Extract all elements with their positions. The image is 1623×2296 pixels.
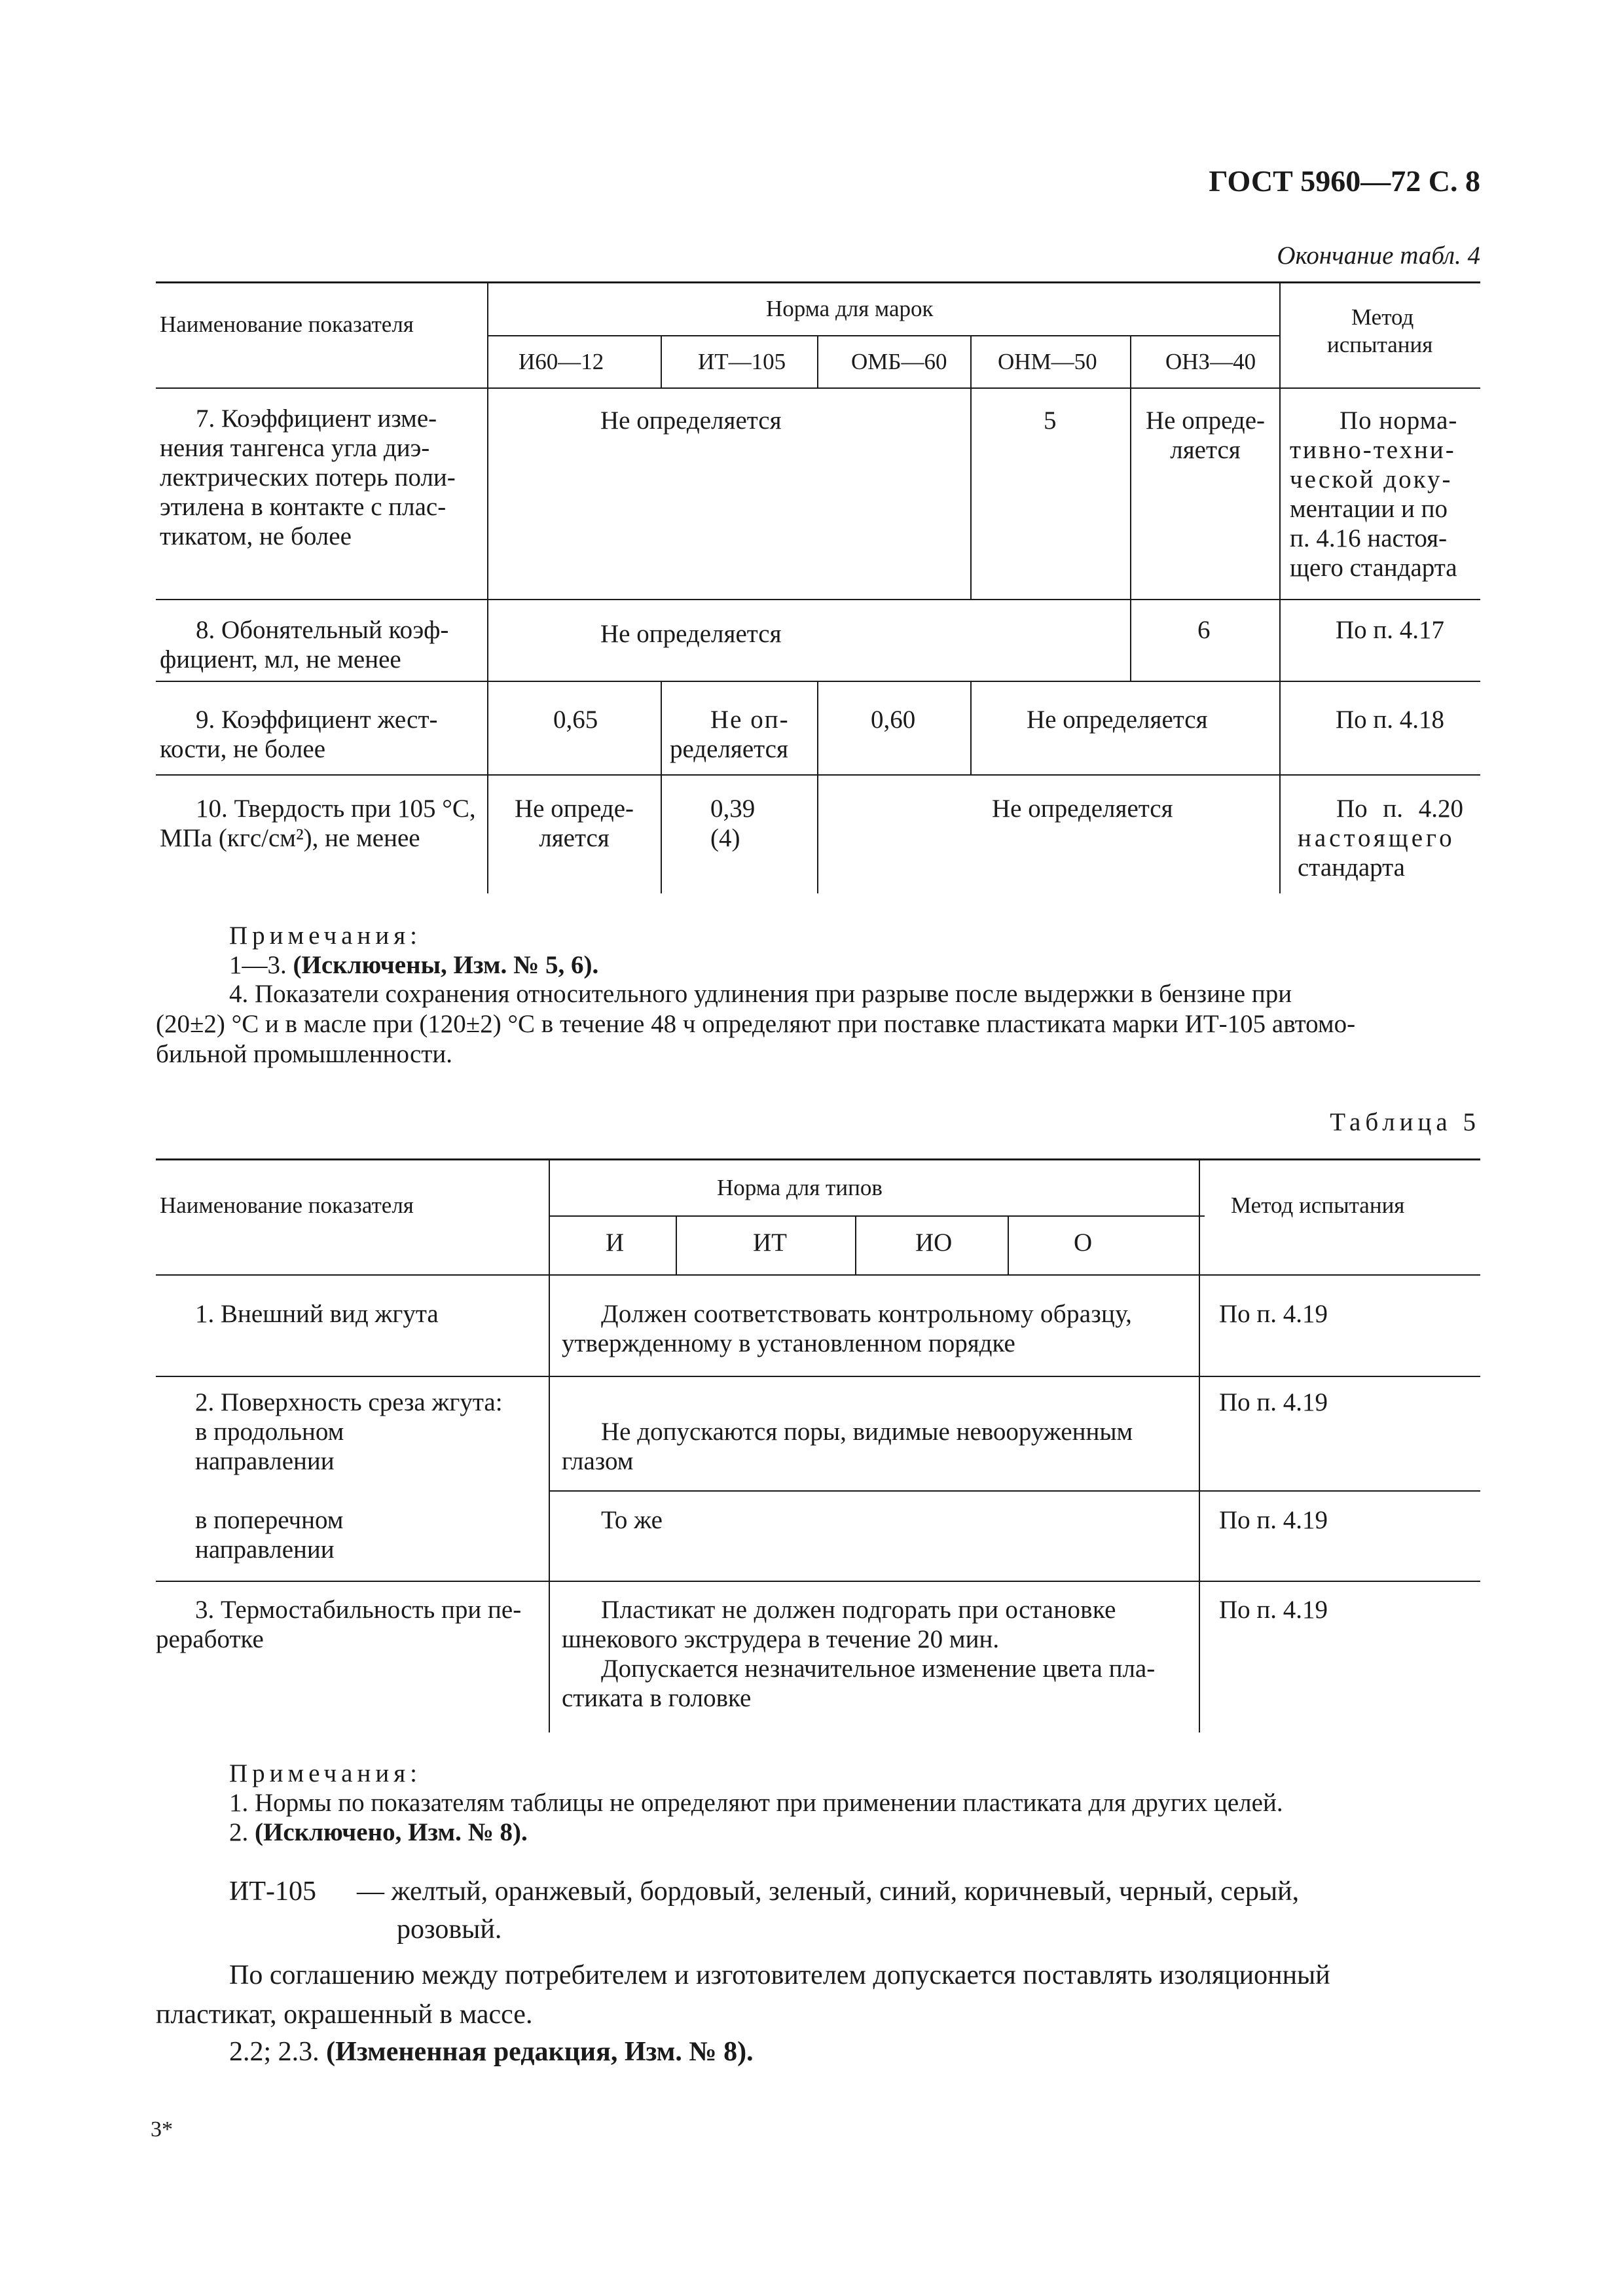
note-2-2-bold: (Исключено, Изм. № 8). — [255, 1818, 528, 1846]
row-value: 5 — [1044, 406, 1057, 435]
row-name: кости, не более — [160, 735, 326, 763]
agreement-text: пластикат, окрашенный в массе. — [156, 2000, 533, 2030]
note-1-3-bold: (Исключены, Изм. № 5, 6). — [293, 951, 599, 979]
document-title: ГОСТ 5960—72 С. 8 — [1209, 164, 1480, 198]
row-name: 3. Термостабильность при пе- — [195, 1596, 522, 1624]
note-2-2 — [229, 1818, 528, 1848]
row-method: стандарта — [1298, 853, 1405, 882]
row-name: фициент, мл, не менее — [160, 645, 401, 673]
row-method: ческой доку- — [1290, 465, 1453, 493]
row-norm: Пластикат не должен подгорать при остановке — [601, 1596, 1116, 1624]
col-header-method: Метод — [1351, 304, 1414, 330]
row-method: По п. 4.19 — [1219, 1388, 1328, 1416]
row-value: 0,39 — [710, 795, 756, 823]
row-method: щего стандарта — [1290, 554, 1457, 582]
row-name: нения тангенса угла диэ- — [160, 434, 430, 462]
table-caption: Окончание табл. 4 — [1277, 242, 1480, 270]
row-name: 1. Внешний вид жгута — [195, 1300, 439, 1328]
grade-i60-12: И60—12 — [519, 349, 604, 374]
row-norm: Не допускаются поры, видимые невооруженным — [601, 1418, 1133, 1446]
row-value: ляется — [539, 824, 610, 852]
page-mark: 3* — [151, 2117, 173, 2142]
agreement-text: По соглашению между потребителем и изготовителем допускается поставлять изоляционный — [229, 1960, 1330, 1990]
row-name: 9. Коэффициент жест- — [196, 706, 438, 734]
grade-omb-60: ОМБ—60 — [851, 349, 947, 374]
table-5-caption: Таблица 5 — [1330, 1108, 1480, 1136]
type-io: ИО — [915, 1229, 953, 1257]
note-4-line: бильной промышленности. — [156, 1040, 452, 1068]
grade-it-105: ИТ—105 — [698, 349, 786, 374]
row-norm: глазом — [562, 1447, 634, 1475]
row-name: 2. Поверхность среза жгута: — [195, 1388, 503, 1416]
row-value: ляется — [1170, 436, 1241, 464]
row-value: 0,65 — [553, 706, 598, 734]
row-method: настоящего — [1298, 824, 1455, 852]
row-method: тивно-техни- — [1290, 436, 1456, 464]
row-value: Не опреде- — [1145, 406, 1266, 435]
row-value: Не оп- — [710, 706, 790, 734]
row-name: направлении — [195, 1535, 335, 1564]
row-name: лектрических потерь поли- — [160, 463, 456, 492]
grade-onz-40: ОНЗ—40 — [1165, 349, 1256, 374]
row-value: Не определяется — [992, 795, 1173, 823]
change-note — [229, 2032, 754, 2072]
row-value: 0,60 — [871, 706, 916, 734]
row-norm: Допускается незначительное изменение цвета пла- — [601, 1655, 1156, 1683]
notes-title: Примечания: — [229, 922, 422, 950]
note-4-line: 4. Показатели сохранения относительного удлинения при разрыве после выдержки в бензине при — [229, 980, 1292, 1008]
color-grade-label: ИТ-105 — [229, 1876, 316, 1907]
row-norm: стиката в головке — [562, 1684, 752, 1712]
col-header-method: Метод испытания — [1231, 1193, 1405, 1218]
row-method: По п. 4.20 — [1336, 795, 1464, 823]
col-header-norm: Норма для марок — [766, 296, 934, 321]
color-list-line: — желтый, оранжевый, бордовый, зеленый, синий, коричневый, черный, серый, — [357, 1876, 1300, 1907]
type-it: ИТ — [753, 1229, 787, 1257]
row-method: По п. 4.19 — [1219, 1506, 1328, 1534]
row-value: Не определяется — [1027, 706, 1208, 734]
row-method: По п. 4.19 — [1219, 1596, 1328, 1624]
row-name: тикатом, не более — [160, 522, 352, 550]
row-norm: шнекового экструдера в течение 20 мин. — [562, 1625, 1000, 1653]
row-name: МПа (кгс/см²), не менее — [160, 824, 420, 852]
note-4-line: (20±2) °С и в масле при (120±2) °С в течение 48 ч определяют при поставке пластиката марки ИТ-105 автомо- — [156, 1010, 1356, 1038]
type-i: И — [606, 1229, 625, 1257]
row-name: этилена в контакте с плас- — [160, 493, 447, 521]
row-name: 10. Твердость при 105 °С, — [196, 795, 476, 823]
row-method: п. 4.16 настоя- — [1290, 524, 1448, 552]
row-norm: Должен соответствовать контрольному образцу, — [601, 1300, 1133, 1328]
row-method: ментации и по — [1290, 495, 1448, 523]
row-value: Не опреде- — [514, 795, 634, 823]
row-method: По норма- — [1340, 406, 1458, 435]
row-value: ределяется — [670, 735, 788, 763]
note-1-3 — [229, 950, 598, 980]
row-name: 7. Коэффициент изме- — [196, 404, 437, 433]
notes-title: Примечания: — [229, 1759, 422, 1787]
change-note-bold: (Измененная редакция, Изм. № 8). — [326, 2037, 754, 2067]
row-method: По п. 4.19 — [1219, 1300, 1328, 1328]
row-value: Не определяется — [600, 620, 782, 648]
row-name: реработке — [156, 1625, 264, 1653]
note-2-1: 1. Нормы по показателям таблицы не определяют при применении пластиката для других целей. — [229, 1789, 1283, 1817]
row-value: (4) — [710, 824, 740, 852]
col-header-name: Наименование показателя — [160, 1193, 414, 1218]
type-o: О — [1074, 1229, 1093, 1257]
note-1-3-prefix: 1—3. — [229, 951, 293, 979]
row-value: 6 — [1197, 616, 1211, 644]
col-header-norm: Норма для типов — [717, 1175, 883, 1200]
note-2-2-prefix: 2. — [229, 1818, 255, 1846]
grade-onm-50: ОНМ—50 — [998, 349, 1097, 374]
row-name: 8. Обонятельный коэф- — [196, 616, 449, 644]
change-note-prefix: 2.2; 2.3. — [229, 2037, 327, 2067]
row-name: в поперечном — [195, 1506, 344, 1534]
color-list-line: розовый. — [397, 1914, 502, 1945]
row-method: По п. 4.17 — [1336, 616, 1445, 644]
row-name: в продольном — [195, 1418, 344, 1446]
row-norm: То же — [601, 1506, 663, 1534]
col-header-name: Наименование показателя — [160, 312, 414, 337]
row-norm: утвержденному в установленном порядке — [562, 1329, 1015, 1357]
row-value: Не определяется — [600, 406, 782, 435]
col-header-method-2: испытания — [1327, 332, 1433, 357]
row-method: По п. 4.18 — [1336, 706, 1445, 734]
row-name: направлении — [195, 1447, 335, 1475]
